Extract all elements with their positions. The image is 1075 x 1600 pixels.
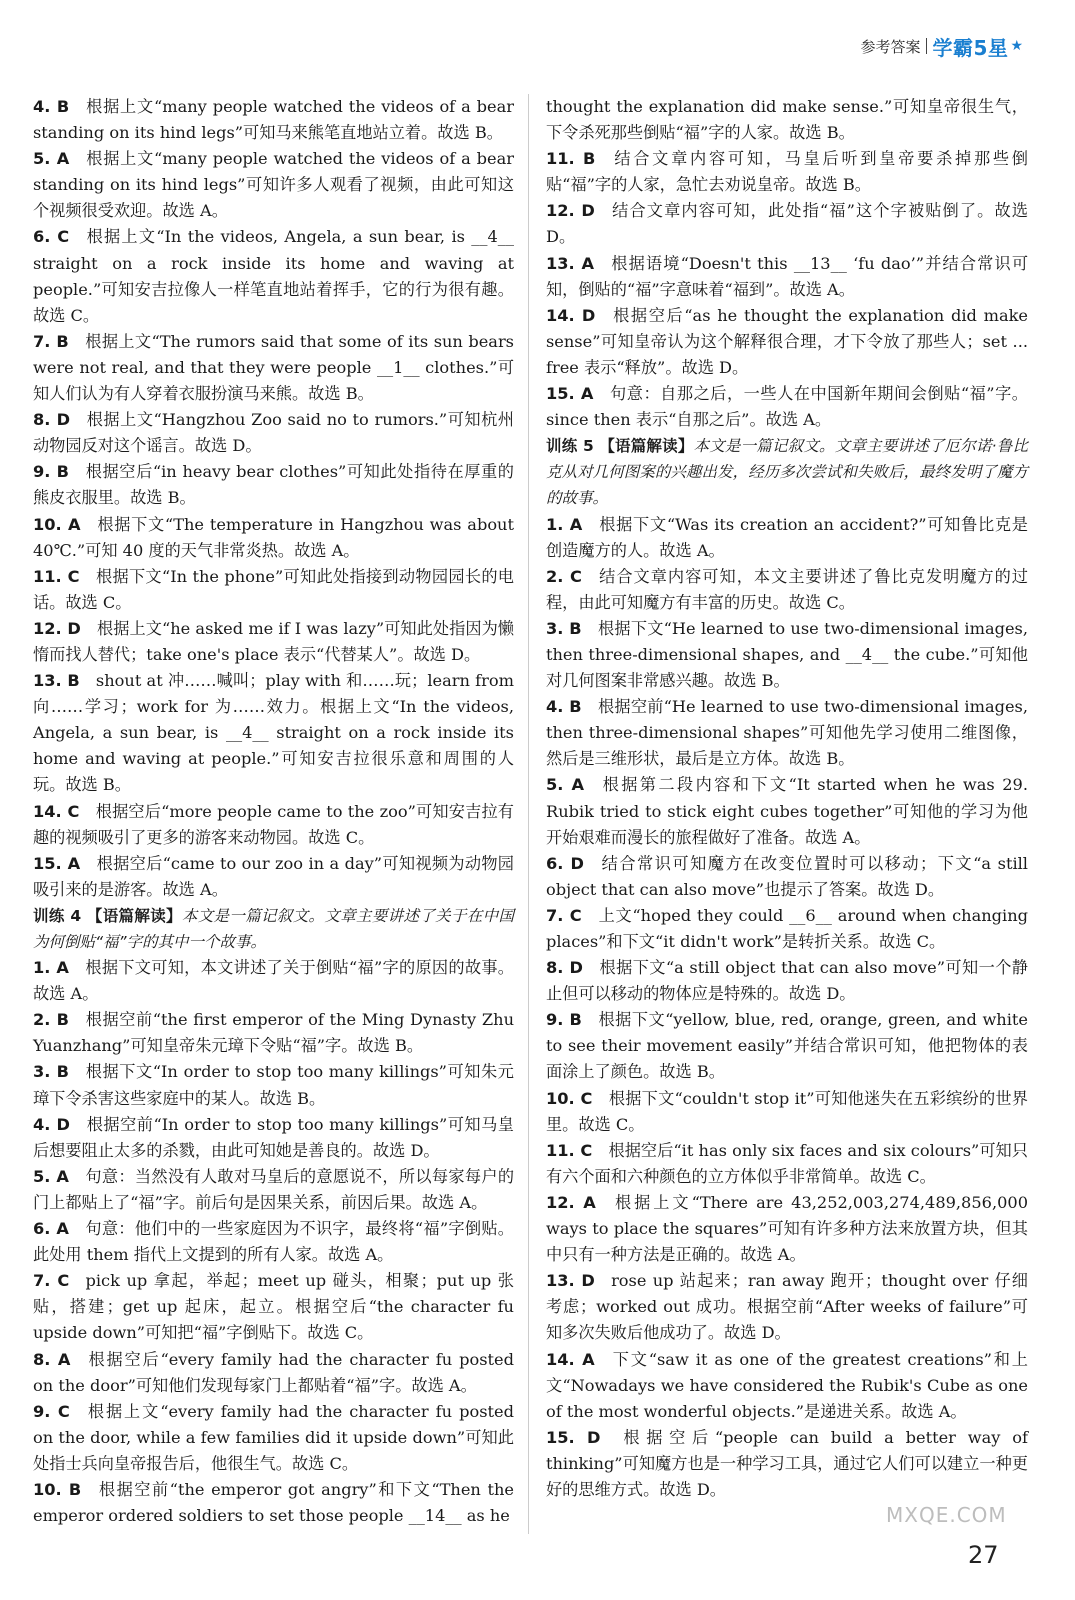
answer-number: 15. A: [546, 384, 594, 404]
answer-item: [33, 616, 514, 668]
header-label: 参考答案: [860, 37, 921, 56]
answer-explanation: pick up 拿起，举起；meet up 碰头，相聚；put up 张贴，搭建；get up 起床，起立。根据空后“the character fu upside down”可知把“福”字倒贴下。故选 C。: [33, 1271, 514, 1343]
answer-number: 12. D: [546, 201, 595, 221]
answer-explanation: 句意：他们中的一些家庭因为不识字，最终将“福”字倒贴。此处用 them 指代上文提到的所有人家。故选 A。: [33, 1219, 514, 1265]
answer-item: [33, 146, 514, 224]
answer-explanation: shout at 冲……喊叫；play with 和……玩；learn from 向……学习；work for 为……效力。根据上文“In the videos, Angela, a sun bear, is __4__ straight on a rock inside its home and waving at people.”可知安吉拉很乐意和周围的人玩。故选 B。: [33, 671, 514, 795]
answer-explanation: 根据下文“In order to stop too many killings”可知朱元璋下令杀害这些家庭中的某人。故选 B。: [33, 1062, 514, 1108]
answer-item: [33, 512, 514, 564]
answer-number: 6. A: [33, 1219, 69, 1239]
answer-item: [546, 512, 1028, 564]
answer-item: [33, 1007, 514, 1059]
brand-logo: 学霸5星: [932, 35, 1009, 60]
answer-item: [546, 903, 1028, 955]
answer-number: 5. A: [33, 1166, 69, 1186]
star-icon: ★: [1010, 38, 1023, 54]
answer-number: 13. A: [546, 253, 594, 273]
answer-explanation: 根据下文“The temperature in Hangzhou was about 40℃.”可知 40 度的天气非常炎热。故选 A。: [33, 514, 514, 560]
answer-number: 5. A: [546, 775, 584, 795]
answer-number: 14. C: [33, 801, 80, 821]
answer-number: 8. D: [546, 958, 583, 978]
answer-item: [546, 1268, 1028, 1346]
answer-number: 3. B: [546, 618, 582, 638]
answer-item: [33, 1112, 514, 1164]
answer-number: 15. A: [33, 853, 81, 873]
answer-explanation: 上文“hoped they could __6__ around when changing places”和下文“it didn't work”是转折关系。故选 C。: [546, 905, 1028, 951]
answer-column-left: [33, 94, 514, 1529]
answer-explanation: 根据上文“he asked me if I was lazy”可知此处指因为懒惰而找人替代；take one's place 表示“代替某人”。故选 D。: [33, 618, 514, 664]
answer-explanation: 根据空前“In order to stop too many killings”可知马皇后想要阻止太多的杀戮，由此可知她是善良的。故选 D。: [33, 1114, 514, 1160]
answer-explanation: thought the explanation did make sense.”可知皇帝很生气，下令杀死那些倒贴“福”字的人家。故选 B。: [546, 97, 1028, 143]
answer-item: [33, 799, 514, 851]
answer-item: [33, 1059, 514, 1111]
answer-number: 1. A: [546, 514, 583, 534]
answer-explanation: 结合常识可知魔方在改变位置时可以移动；下文“a still object that can also move”也提示了答案。故选 D。: [546, 853, 1028, 899]
answer-item: [546, 303, 1028, 381]
answer-explanation: 根据下文“couldn't stop it”可知他迷失在五彩缤纷的世界里。故选 C。: [546, 1088, 1028, 1134]
answer-item: [33, 407, 514, 459]
answer-explanation: 根据空前“the emperor got angry”和下文“Then the emperor ordered soldiers to set those people __14__ as he: [33, 1479, 515, 1526]
answer-explanation: 根据上文“Hangzhou Zoo said no to rumors.”可知杭州动物园反对这个谣言。故选 D。: [33, 410, 514, 456]
answer-number: 9. B: [546, 1010, 582, 1030]
column-divider: [528, 94, 529, 1534]
answer-column-right: [546, 94, 1028, 1503]
answer-explanation: 句意：当然没有人敢对马皇后的意愿说不，所以每家每户的门上都贴上了“福”字。前后句是因果关系，前因后果。故选 A。: [33, 1166, 515, 1212]
answer-item: [546, 616, 1028, 694]
answer-item: [546, 198, 1028, 250]
answer-item: [546, 694, 1028, 772]
answer-number: 10. B: [33, 1479, 82, 1499]
answer-number: 10. C: [546, 1088, 593, 1108]
answer-number: 7. C: [546, 905, 582, 925]
answer-item: [33, 459, 514, 511]
answer-explanation: 根据空后“in heavy bear clothes”可知此处指待在厚重的熊皮衣服里。故选 B。: [33, 462, 514, 508]
answer-number: 12. A: [546, 1192, 596, 1212]
section-intro: 本文是一篇记叙文。文章主要讲述了关于在中国为何倒贴“福”字的其中一个故事。: [33, 906, 514, 951]
answer-item: [546, 94, 1028, 146]
answer-explanation: 句意：自那之后，一些人在中国新年期间会倒贴“福”字。since then 表示“自那之后”。故选 A。: [546, 384, 1028, 430]
answer-number: 7. B: [33, 331, 69, 351]
answer-number: 14. A: [546, 1349, 595, 1369]
answer-item: [33, 564, 514, 616]
answer-number: 6. D: [546, 853, 584, 873]
answer-explanation: 根据下文“He learned to use two-dimensional images, then three-dimensional shapes, and __4__ the cube.”可知他对几何图案非常感兴趣。故选 B。: [546, 618, 1028, 691]
answer-explanation: 下文“saw it as one of the greatest creations”和上文“Nowadays we have considered the Rubik's Cube as one of the most wonderful objects.”是递进关系。故选 A。: [546, 1349, 1028, 1421]
answer-explanation: 结合文章内容可知，此处指“福”这个字被贴倒了。故选 D。: [546, 201, 1028, 247]
answer-explanation: 根据上文“many people watched the videos of a bear standing on its hind legs”可知马来熊笔直地站立着。故选 B。: [33, 97, 514, 143]
answer-number: 11. C: [33, 566, 80, 586]
answer-number: 9. B: [33, 462, 69, 482]
answer-number: 2. B: [33, 1010, 69, 1030]
answer-explanation: 根据空后“as he thought the explanation did make sense”可知皇帝认为这个解释很合理，才下令放了那些人；set ... free 表示“释放”。故选 D。: [546, 305, 1029, 377]
answer-explanation: 根据下文“a still object that can also move”可知一个静止但可以移动的物体应是特殊的。故选 D。: [546, 958, 1028, 1004]
section-title: 训练 5 【语篇解读】: [546, 437, 694, 456]
page-number: 27: [968, 1541, 999, 1569]
answer-explanation: 根据空后“people can build a better way of thinking”可知魔方也是一种学习工具，通过它人们可以建立一种更好的思维方式。故选 D。: [546, 1427, 1028, 1499]
answer-item: [546, 955, 1028, 1007]
answer-item: [546, 381, 1028, 433]
answer-number: 2. C: [546, 566, 582, 586]
answer-number: 5. A: [33, 149, 70, 169]
section-title: 训练 4 【语篇解读】: [33, 906, 182, 925]
answer-item: [33, 1399, 514, 1477]
answer-item: [546, 564, 1028, 616]
answer-item: [33, 329, 514, 407]
answer-explanation: 根据空前“the first emperor of the Ming Dynasty Zhu Yuanzhang”可知皇帝朱元璋下令贴“福”字。故选 B。: [33, 1010, 515, 1056]
section-heading: [33, 903, 514, 955]
answer-number: 12. D: [33, 618, 81, 638]
answer-item: [546, 1138, 1028, 1190]
answer-item: [33, 1268, 514, 1346]
answer-explanation: 根据上文“In the videos, Angela, a sun bear, is __4__ straight on a rock inside its home and waving at people.”可知安吉拉像人一样笔直地站着挥手，它的行为很有趣。故选 C。: [33, 227, 514, 325]
section-heading: [546, 433, 1028, 511]
answer-explanation: 根据下文可知，本文讲述了关于倒贴“福”字的原因的故事。故选 A。: [33, 958, 514, 1004]
answer-explanation: 根据空后“it has only six faces and six colours”可知只有六个面和六种颜色的立方体似乎非常简单。故选 C。: [546, 1140, 1028, 1186]
section-intro: 本文是一篇记叙文。文章主要讲述了厄尔诺·鲁比克从对几何图案的兴趣出发，经历多次尝试和失败后，最终发明了魔方的故事。: [546, 437, 1028, 508]
answer-item: [33, 1477, 514, 1529]
answer-number: 4. D: [33, 1114, 70, 1134]
answer-number: 8. A: [33, 1349, 71, 1369]
answer-explanation: 根据下文“yellow, blue, red, orange, green, and white to see their movement easily”并结合常识可知，他把物体的表面涂上了颜色。故选 B。: [546, 1010, 1028, 1082]
answer-number: 15. D: [546, 1427, 601, 1447]
answer-explanation: 结合文章内容可知，本文主要讲述了鲁比克发明魔方的过程，由此可知魔方有丰富的历史。故选 C。: [546, 566, 1028, 612]
answer-explanation: 根据空前“He learned to use two-dimensional images, then three-dimensional shapes”可知他先学习使用二维图像，然后是三维形状，最后是立方体。故选 B。: [546, 697, 1028, 769]
answer-item: [546, 1007, 1028, 1085]
answer-item: [33, 851, 514, 903]
answer-number: 13. D: [546, 1271, 595, 1291]
answer-item: [33, 668, 514, 798]
answer-number: 4. B: [33, 97, 70, 116]
answer-item: [546, 1086, 1028, 1138]
page-header: [861, 33, 1024, 59]
answer-explanation: 根据空后“came to our zoo in a day”可知视频为动物园吸引来的是游客。故选 A。: [33, 853, 514, 899]
answer-explanation: 根据上文“The rumors said that some of its sun bears were not real, and that they were people __1__ clothes.”可知人们认为有人穿着衣服扮演马来熊。故选 B。: [33, 331, 514, 404]
answer-explanation: 根据上文“There are 43,252,003,274,489,856,000 ways to place the squares”可知有许多种方法来放置方块，但其中只有一种方法是正确的。故选 A。: [546, 1192, 1028, 1265]
answer-number: 11. B: [546, 149, 596, 169]
answer-explanation: 根据空后“more people came to the zoo”可知安吉拉有趣的视频吸引了更多的游客来动物园。故选 C。: [33, 801, 514, 847]
answer-number: 14. D: [546, 305, 596, 325]
header-divider: [926, 38, 927, 54]
answer-item: [33, 1347, 514, 1399]
answer-explanation: 根据第二段内容和下文“It started when he was 29. Rubik tried to stick eight cubes together”可知他的学习为他开始艰难而漫长的旅程做好了准备。故选 A。: [546, 775, 1029, 847]
answer-explanation: 根据下文“In the phone”可知此处指接到动物园园长的电话。故选 C。: [33, 566, 514, 612]
answer-number: 9. C: [33, 1401, 70, 1421]
answer-explanation: 结合文章内容可知，马皇后听到皇帝要杀掉那些倒贴“福”字的人家，急忙去劝说皇帝。故选 B。: [546, 149, 1028, 195]
answer-item: [546, 851, 1028, 903]
answer-number: 6. C: [33, 227, 70, 247]
answer-item: [546, 251, 1028, 303]
answer-number: 8. D: [33, 410, 71, 430]
answer-explanation: 根据上文“many people watched the videos of a bear standing on its hind legs”可知许多人观看了视频，由此可知这个视频很受欢迎。故选 A。: [33, 149, 515, 221]
answer-item: [546, 1190, 1028, 1268]
answer-explanation: 根据下文“Was its creation an accident?”可知鲁比克是创造魔方的人。故选 A。: [546, 514, 1028, 560]
answer-explanation: 根据语境“Doesn't this __13__ ‘fu dao’”并结合常识可知，倒贴的“福”字意味着“福到”。故选 A。: [546, 253, 1029, 299]
answer-number: 10. A: [33, 514, 81, 534]
answer-item: [33, 1216, 514, 1268]
answer-item: [33, 955, 514, 1007]
answer-item: [546, 146, 1028, 198]
answer-number: 4. B: [546, 697, 582, 717]
answer-item: [33, 1164, 514, 1216]
answer-item: [546, 1425, 1028, 1503]
answer-explanation: rose up 站起来；ran away 跑开；thought over 仔细考虑；worked out 成功。根据空前“After weeks of failure”可知多次失败后他成功了。故选 D。: [546, 1271, 1028, 1343]
answer-item: [33, 94, 514, 146]
answer-item: [546, 1347, 1028, 1425]
answer-number: 3. B: [33, 1062, 69, 1082]
answer-number: 7. C: [33, 1271, 70, 1291]
watermark: MXQE.COM: [886, 1503, 1007, 1527]
answer-explanation: 根据上文“every family had the character fu posted on the door, while a few families did it upside down”可知此处指士兵向皇帝报告后，他很生气。故选 C。: [33, 1401, 514, 1473]
answer-item: [546, 772, 1028, 850]
answer-explanation: 根据空后“every family had the character fu posted on the door”可知他们发现每家门上都贴着“福”字。故选 A。: [33, 1349, 515, 1395]
answer-number: 1. A: [33, 958, 69, 978]
answer-number: 13. B: [33, 671, 80, 691]
answer-item: [33, 224, 514, 328]
answer-number: 11. C: [546, 1140, 593, 1160]
